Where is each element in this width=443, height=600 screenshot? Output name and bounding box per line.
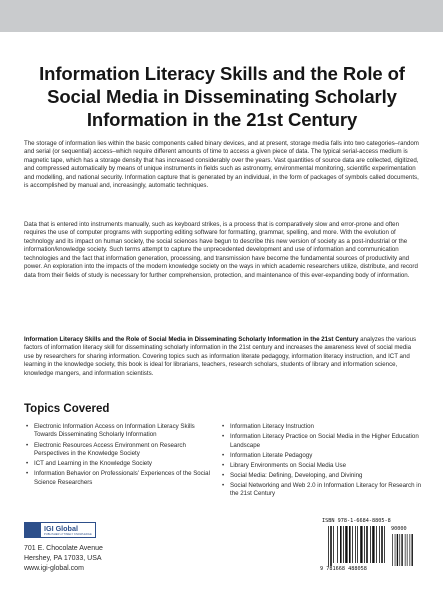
topics-list-left <box>26 423 218 489</box>
isbn-label: ISBN 978-1-6684-8805-8 <box>322 518 391 524</box>
description-paragraph-3 <box>24 336 420 378</box>
address-line-1: 701 E. Chocolate Avenue <box>24 545 103 552</box>
publisher-logo <box>24 522 96 538</box>
topic-item: • Electronic Resources Access Environment on Research Perspectives in the Knowledge Society <box>26 442 218 459</box>
description-paragraph-1: The storage of information lies within the basic components called binary devices, and at present, storage media falls into two categories–random and serial (or sequential) access–which require different amounts of time to access a given piece of data. The typical serial-access medium is magnetic tape, which has a storage density that has increased considerably over the years. Vast quantities of source data are collected, digitized, and compressed automatically by means of unique instruments in fields such as astronomy, environmental monitoring, scientific experimentation and modelling, and national security. Information capture that is generated by an individual, in the form of packages of symbols called documents, is accomplished by manual and, increasingly, automatic techniques. <box>24 140 419 190</box>
address-line-2: Hershey, PA 17033, USA <box>24 555 102 562</box>
topic-item: • Social Media: Defining, Developing, and Divining <box>222 472 422 480</box>
isbn-barcode-block <box>320 518 418 582</box>
topic-item: • Information Literate Pedagogy <box>222 452 422 460</box>
topic-item: • Information Behavior on Professionals' Experiences of the Social Science Researchers <box>26 470 218 487</box>
top-band <box>0 0 443 32</box>
logo-name: IGI Global <box>44 523 78 533</box>
website: www.igi-global.com <box>24 565 84 572</box>
topic-item: • Information Literacy Instruction <box>222 423 422 431</box>
book-title: Information Literacy Skills and the Role of Social Media in Disseminating Scholarly Information in the 21st Century <box>39 63 405 130</box>
book-title-inline: Information Literacy Skills and the Role of Social Media in Disseminating Scholarly Information in the 21st Century <box>24 336 359 343</box>
topic-item: • Social Networking and Web 2.0 in Information Literacy for Research in the 21st Century <box>222 482 422 499</box>
topic-item: • Information Literacy Practice on Social Media in the Higher Education Landscape <box>222 433 422 450</box>
topic-item: • Electronic Information Access on Information Literacy Skills Towards Disseminating Scholarly Information <box>26 423 218 440</box>
barcode-icon <box>322 526 416 566</box>
topics-heading: Topics Covered <box>24 403 110 415</box>
topic-item: • Library Environments on Social Media Use <box>222 462 422 470</box>
publisher-address <box>24 544 103 574</box>
description-paragraph-2: Data that is entered into instruments manually, such as keyboard strikes, is a process that is comparatively slow and error-prone and often requires the use of computer programs with supporting editing software for formatting, grammar, spelling, and more. With the evolution of technology and its impact on human society, the social sciences have begun to describe this new version of society as a post-industrial or the information/knowledge society. Such terms attempt to capture the unprecedented development and use of information and communication technologies and the fact that information generation, processing, and transmission have become the fundamental sources of productivity and power. An exploration into the impacts of the modern knowledge society on the ways in which academic researchers utilize, distribute, and record data from their fields of study is necessary for further comprehension, protection, and maintenance of this ever-expanding body of information. <box>24 221 418 279</box>
barcode-addon-number: 90000 <box>391 526 407 532</box>
description-paragraph-3-text: analyzes the various factors of information literacy skill for disseminating scholarly information in the 21st century and increases the awareness level of social media use by researchers for sharing information. Covering topics such as information literate pedagogy, information literacy instruction, and ICT and learning in the knowledge society, this book is ideal for librarians, teachers, research scholars, students of library and information science, knowledge mangers, and information scientists. <box>24 336 417 377</box>
barcode-number: 9 781668 488058 <box>320 566 367 572</box>
logo-mark-icon <box>25 523 41 537</box>
topics-list-right <box>222 423 422 500</box>
logo-tagline: PUBLISHER of TIMELY KNOWLEDGE <box>44 532 92 536</box>
topic-item: • ICT and Learning in the Knowledge Society <box>26 460 218 468</box>
